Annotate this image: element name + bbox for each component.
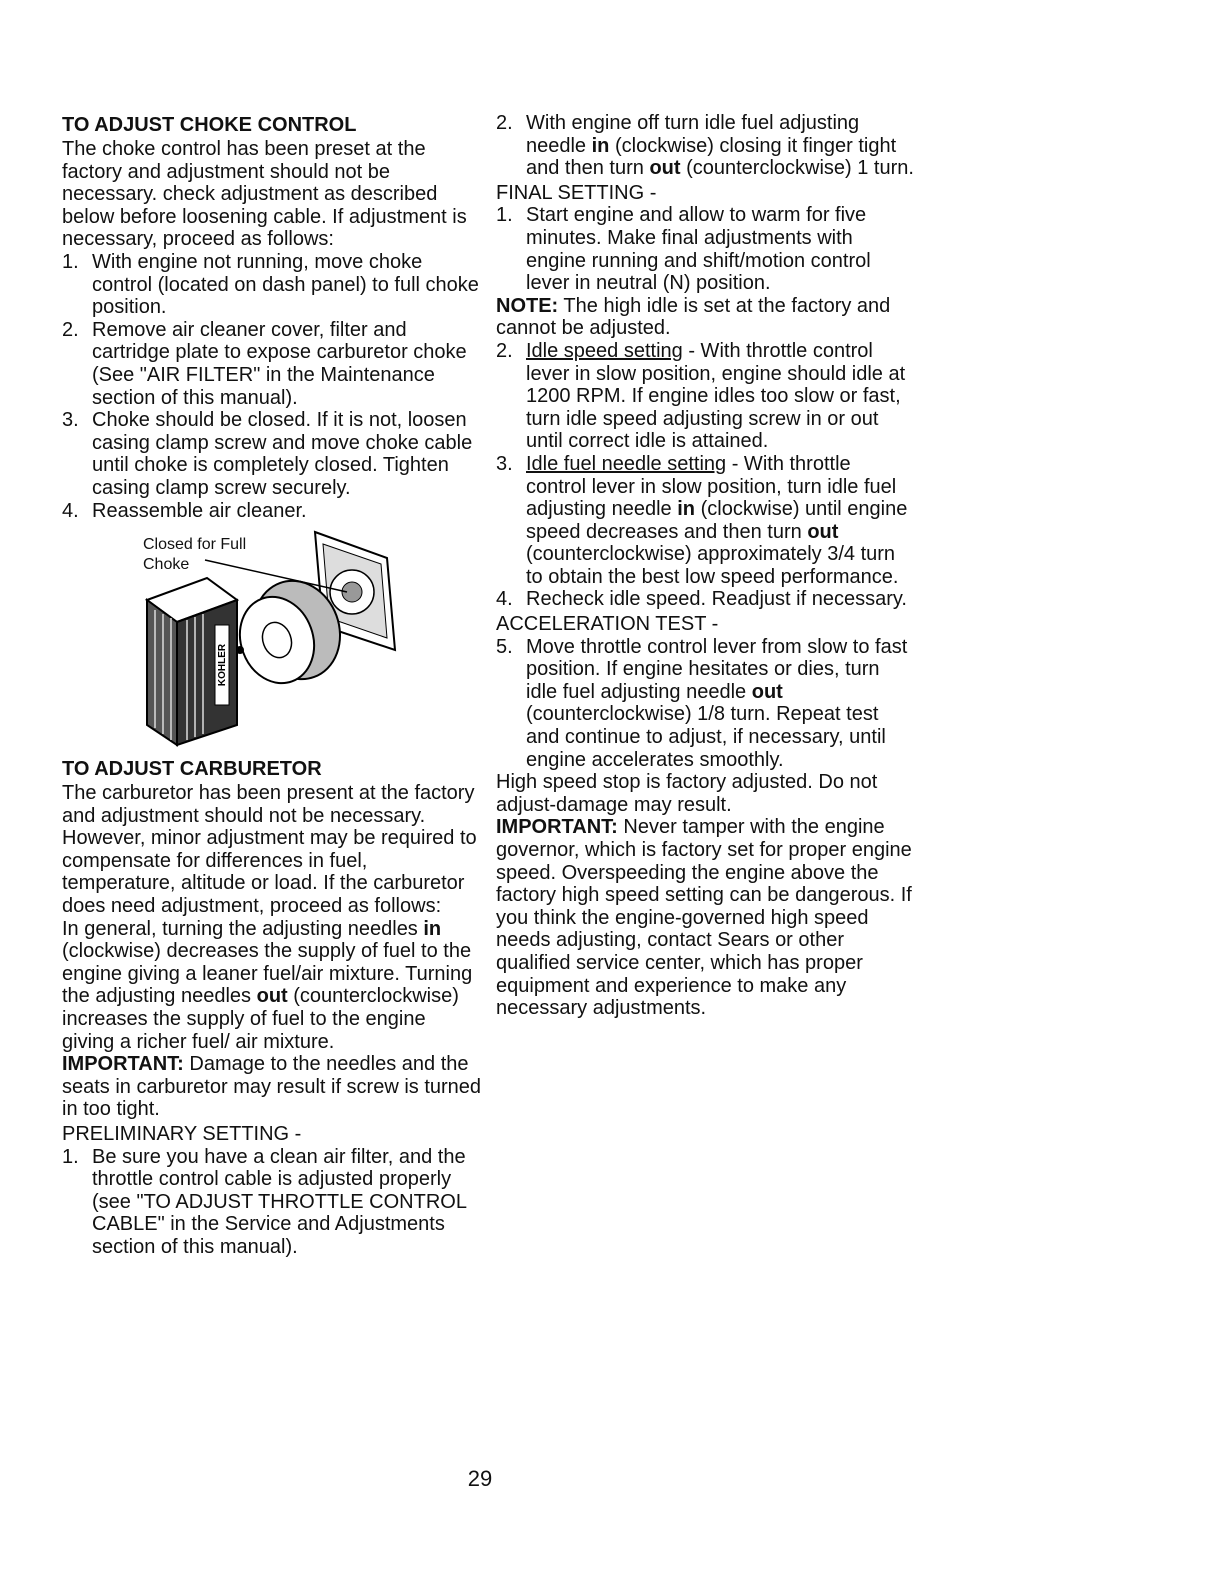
list-item: 4. Recheck idle speed. Readjust if necessary. <box>496 588 907 611</box>
acceleration-steps-list <box>496 636 916 772</box>
important-note-needles: IMPORTANT: Damage to the needles and the seats in carburetor may result if screw is turned in too tight. <box>62 1053 482 1121</box>
acceleration-test-heading: ACCELERATION TEST - <box>496 613 719 636</box>
left-column <box>62 112 482 1259</box>
carburetor-general: In general, turning the adjusting needles in (clockwise) decreases the supply of fuel to the engine giving a leaner fuel/air mixture. Turning the adjusting needles out (counterclockwise) increases the supply of fuel to the engine giving a richer fuel/ air mixture. <box>62 917 473 1053</box>
choke-intro: The choke control has been preset at the factory and adjustment should not be necessary. check adjustment as described below before loosening cable. If adjustment is necessary, proceed as follows: <box>62 138 467 251</box>
preliminary-steps-list <box>62 1146 482 1259</box>
final-steps-continued <box>496 340 916 611</box>
preliminary-setting-heading: PRELIMINARY SETTING - <box>62 1123 302 1145</box>
list-item: 2. Remove air cleaner cover, filter and cartridge plate to expose carburetor choke (See "AIR FILTER" in the Maintenance section of this manual). <box>62 318 467 409</box>
preliminary-steps-continued <box>496 112 916 180</box>
high-speed-stop-text: High speed stop is factory adjusted. Do not adjust-damage may result. <box>496 771 878 816</box>
page-number: 29 <box>467 1466 493 1491</box>
carburetor-heading: TO ADJUST CARBURETOR <box>62 758 322 781</box>
list-item: 5. Move throttle control lever from slow to fast position. If engine hesitates or dies, turn idle fuel adjusting needle out (counterclockwise) 1/8 turn. Repeat test and continue to adjust, if necessary, until engine accelerates smoothly. <box>496 635 908 771</box>
list-item: 1. With engine not running, move choke control (located on dash panel) to full choke position. <box>62 250 479 319</box>
right-column <box>496 112 916 1020</box>
list-item: 4. Reassemble air cleaner. <box>62 499 307 522</box>
figure-label: Closed for Full Choke <box>143 536 247 574</box>
list-item: 2. Idle speed setting - With throttle control lever in slow position, engine should idle at 1200 RPM. If engine idles too slow or fast, turn idle speed adjusting screw in or out until correct idle is attained. <box>496 339 906 453</box>
list-item: 2. With engine off turn idle fuel adjusting needle in (clockwise) closing it finger tight and then turn out (counterclockwise) 1 turn. <box>496 112 914 180</box>
choke-heading: TO ADJUST CHOKE CONTROL <box>62 114 357 136</box>
list-item: 1. Be sure you have a clean air filter, and the throttle control cable is adjusted properly (see "TO ADJUST THROTTLE CONTROL CABLE" in the Service and Adjustments section of this manual). <box>62 1145 467 1258</box>
final-steps-list <box>496 204 916 294</box>
choke-steps-list <box>62 251 482 522</box>
kohler-logo: KOHLER <box>217 643 228 687</box>
final-setting-heading: FINAL SETTING - <box>496 181 657 204</box>
carburetor-intro: The carburetor has been present at the factory and adjustment should not be necessary. However, minor adjustment may be required to compensate for differences in fuel, temperature, altitude or load. If the carburetor does need adjustment, proceed as follows: <box>62 782 477 918</box>
list-item: 3. Idle fuel needle setting - With throttle control lever in slow position, turn idle fuel adjusting needle in (clockwise) until engine speed decreases and then turn out (counterclockwise) approximately 3/4 turn to obtain the best low speed performance. <box>496 452 908 588</box>
list-item: 3. Choke should be closed. If it is not, loosen casing clamp screw and move choke cable until choke is completely closed. Tighten casing clamp screw securely. <box>62 409 473 499</box>
important-note-governor: IMPORTANT: Never tamper with the engine governor, which is factory set for proper engine speed. Overspeeding the engine above the factory high speed setting can be dangerous. If you think the engine-governed high speed needs adjusting, contact Sears or other qualified service center, which has proper equipment and experience to make any necessary adjustments. <box>496 816 912 1020</box>
high-idle-note: NOTE: The high idle is set at the factory and cannot be adjusted. <box>496 294 891 340</box>
air-cleaner-figure <box>137 530 437 752</box>
list-item: 1. Start engine and allow to warm for five minutes. Make final adjustments with engine running and shift/motion control lever in neutral (N) position. <box>496 204 871 295</box>
